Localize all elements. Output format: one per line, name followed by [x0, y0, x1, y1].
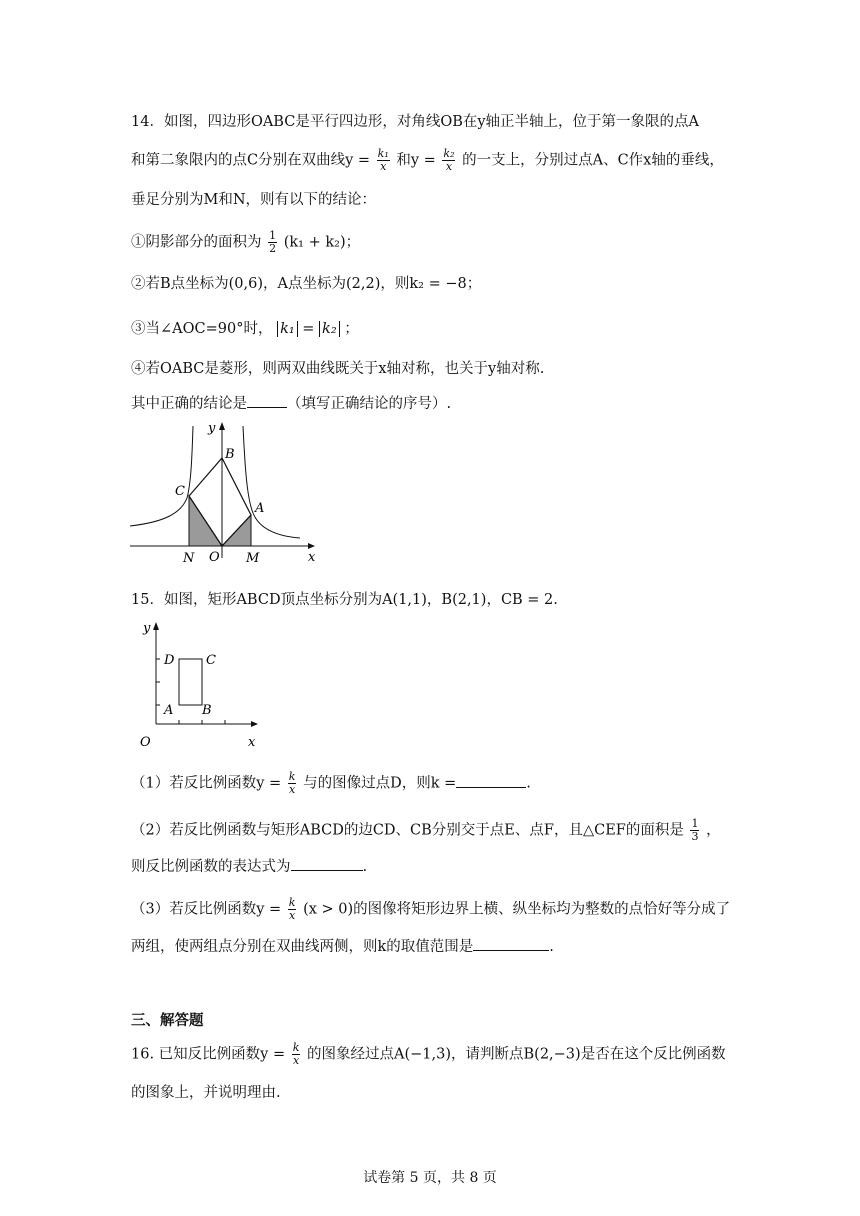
q15-text: .	[549, 939, 554, 955]
section-heading: 三、解答题	[131, 1012, 204, 1029]
q14-conclusion-2: ②若B点坐标为(0,6)，A点坐标为(2,2)，则k₂ = −8；	[131, 276, 482, 292]
answer-blank[interactable]	[247, 407, 287, 408]
label-b: B	[202, 703, 212, 718]
q15-part2	[131, 818, 721, 843]
fraction-one-third: $\frac{1}{3}$	[691, 817, 699, 843]
q15-text: .	[362, 859, 368, 875]
q14-text: (k₁ + k₂)；	[283, 234, 361, 251]
label-x: x	[248, 735, 256, 748]
q14-text: 和y =	[396, 152, 436, 169]
q15-part3	[131, 897, 730, 922]
q14-text: ③当∠AOC=90°时，	[131, 321, 273, 337]
q15-text: （3）若反比例函数y =	[131, 901, 282, 918]
label-o: O	[140, 735, 151, 748]
q15-text: (x > 0)的图像将矩形边界上横、纵坐标均为整数的点恰好等分成了	[303, 901, 731, 918]
abs-k2: k₂	[319, 321, 340, 337]
q15-part2-cont	[131, 857, 367, 877]
equals-sign: =	[302, 321, 315, 337]
x-axis-arrow	[308, 543, 315, 549]
label-x: x	[308, 550, 316, 565]
hyperbola-left-branch	[130, 426, 193, 526]
x-axis-arrow	[251, 721, 258, 727]
label-y: y	[143, 621, 151, 636]
q14-line2	[131, 148, 724, 173]
figure-14-parallelogram	[125, 418, 340, 568]
q15-part1	[131, 771, 531, 796]
fraction-k-over-x: $\frac{k}{x}$	[288, 770, 296, 796]
answer-blank[interactable]	[291, 870, 363, 871]
q14-conclusion-1	[131, 230, 360, 255]
q15-text: （2）若反比例函数与矩形ABCD的边CD、CB分别交于点E、点F，且△CEF的面积是	[131, 822, 684, 839]
fraction-k1-over-x: $\frac{\text{k₁}}{x}$	[377, 147, 389, 173]
q14-text: （填写正确结论的序号）.	[287, 396, 452, 412]
page-footer: 试卷第 5 页，共 8 页	[363, 1170, 497, 1186]
label-b: B	[225, 447, 235, 462]
q14-text: 其中正确的结论是	[131, 396, 247, 412]
q14-text: 的一支上，分别过点A、C作x轴的垂线，	[462, 152, 724, 169]
q15-line1: 15．如图，矩形ABCD顶点坐标分别为A(1,1)，B(2,1)，CB = 2.	[131, 592, 558, 608]
q15-text: ，	[706, 822, 721, 839]
hyperbola-right-branch	[243, 426, 300, 538]
label-m: M	[246, 551, 260, 566]
fraction-k2-over-x: $\frac{\text{k₂}}{x}$	[443, 147, 455, 173]
label-c: C	[206, 653, 216, 668]
answer-blank[interactable]	[456, 787, 526, 788]
q14-line3: 垂足分别为M和N，则有以下的结论：	[131, 192, 377, 208]
label-o: O	[209, 550, 220, 565]
q14-text: 和第二象限内的点C分别在双曲线y =	[131, 152, 371, 169]
fraction-k-over-x: $\frac{k}{x}$	[288, 896, 296, 922]
q14-text: ；	[344, 321, 359, 337]
q16-line2: 的图象上，并说明理由.	[131, 1085, 281, 1101]
q15-text: 两组，使两组点分别在双曲线两侧，则k的取值范围是	[131, 939, 474, 955]
label-a: A	[255, 501, 265, 516]
fraction-k-over-x: $\frac{k}{x}$	[292, 1041, 300, 1067]
q16-line1	[131, 1042, 726, 1067]
label-d: D	[164, 653, 175, 668]
abs-k1: k₁	[277, 321, 298, 337]
label-n: N	[183, 551, 195, 566]
q14-conclusion-4: ④若OABC是菱形，则两双曲线既关于x轴对称，也关于y轴对称.	[131, 361, 545, 377]
q15-text: .	[526, 775, 531, 792]
figure-15-rectangle	[130, 618, 270, 748]
answer-blank[interactable]	[473, 950, 549, 951]
q15-text: 与的图像过点D，则k =	[303, 775, 457, 792]
rectangle-abcd	[179, 659, 202, 705]
label-a: A	[164, 703, 174, 718]
q14-ask	[131, 394, 451, 414]
q14-conclusion-3	[131, 319, 359, 339]
q15-text: （1）若反比例函数y =	[131, 775, 282, 792]
q16-text: 16. 已知反比例函数y =	[131, 1046, 286, 1063]
fraction-one-half: $\frac{1}{2}$	[269, 229, 277, 255]
q15-text: 则反比例函数的表达式为	[131, 859, 291, 875]
q16-text: 的图象经过点A(−1,3)，请判断点B(2,−3)是否在这个反比例函数	[307, 1046, 726, 1063]
q15-part3-cont	[131, 937, 554, 957]
label-y: y	[208, 421, 216, 436]
label-c: C	[175, 484, 185, 499]
y-axis-arrow	[153, 622, 159, 630]
q14-text: ①阴影部分的面积为	[131, 234, 262, 251]
q14-line1: 14．如图，四边形OABC是平行四边形，对角线OB在y轴正半轴上，位于第一象限的点A	[131, 114, 700, 130]
y-axis-arrow	[219, 422, 225, 430]
